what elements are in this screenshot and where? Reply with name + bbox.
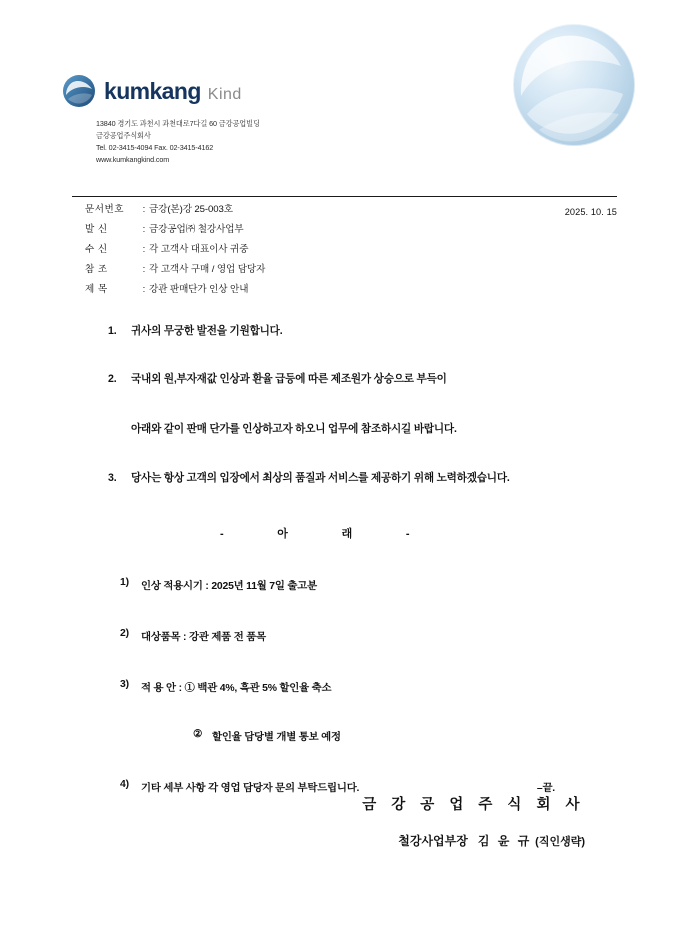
sub-item-text: 대상품목 : 강관 제품 전 품목 xyxy=(141,631,266,643)
end-marker: –끝. xyxy=(536,782,555,794)
sub-item-text: 적 용 안 : ① 백관 4%, 흑관 5% 할인율 축소 xyxy=(141,682,332,694)
sub-item xyxy=(0,679,673,694)
kumkang-globe-logo-icon xyxy=(62,74,96,108)
arae-heading xyxy=(0,525,673,541)
globe-watermark-icon xyxy=(511,22,637,148)
header-divider xyxy=(72,196,617,197)
address-line-2: 금강공업주식회사 xyxy=(96,130,151,140)
meta-value: 강관 판매단가 인상 안내 xyxy=(149,284,249,295)
meta-value: 금강(본)강 25-003호 xyxy=(149,204,233,215)
sub-item-text: 기타 세부 사항 각 영업 담당자 문의 부탁드립니다. xyxy=(141,782,360,794)
meta-separator: : xyxy=(142,204,146,215)
sub-item-number: 2) xyxy=(120,627,129,639)
sub-item-text: 할인율 담당별 개별 통보 예정 xyxy=(212,731,341,743)
signature-person xyxy=(398,832,585,849)
body-item xyxy=(0,326,673,337)
meta-row xyxy=(85,225,265,245)
sub-item-number: 4) xyxy=(120,778,129,790)
body-item-text: 국내외 원,부자재값 인상과 환율 급등에 따른 제조원가 상승으로 부득이 xyxy=(131,372,447,385)
brand-name: kumkang xyxy=(104,77,201,104)
address-line-3: Tel. 02-3415-4094 Fax. 02-3415-4162 xyxy=(96,142,214,152)
body-item-number: 2. xyxy=(108,372,117,385)
meta-value: 각 고객사 대표이사 귀중 xyxy=(149,244,249,255)
arae-char-1: 아 xyxy=(277,527,289,540)
meta-value: 각 고객사 구매 / 영업 담당자 xyxy=(149,264,266,275)
company-logo xyxy=(62,74,242,108)
meta-row xyxy=(85,245,265,265)
sub-item-number: 1) xyxy=(120,576,129,588)
signature-title: 철강사업부장 xyxy=(398,834,468,848)
brand-subname: Kind xyxy=(207,85,242,103)
meta-label: 수 신 xyxy=(85,244,108,255)
body-item-number: 1. xyxy=(108,325,117,337)
arae-char-2: 래 xyxy=(341,527,353,540)
meta-label: 참 조 xyxy=(85,264,108,275)
sub-item-number: 3) xyxy=(120,678,129,690)
meta-row xyxy=(85,265,265,285)
document-meta xyxy=(85,205,265,305)
body-item-continuation: 아래와 같이 판매 단가를 인상하고자 하오니 업무에 참조하시길 바랍니다. xyxy=(131,423,457,436)
arae-dash-right: - xyxy=(405,527,410,540)
body-item-text: 당사는 항상 고객의 입장에서 최상의 품질과 서비스를 제공하기 위해 노력하겠습니다. xyxy=(131,472,510,485)
address-line-4: www.kumkangkind.com xyxy=(96,154,170,164)
sub-item xyxy=(0,779,673,794)
address-line-1: 13840 경기도 과천시 과천대로7다길 60 금강공업빌딩 xyxy=(96,119,260,128)
body-item-text: 귀사의 무궁한 발전을 기원합니다. xyxy=(131,325,283,337)
signature-name: 김 윤 규 xyxy=(477,834,532,848)
sub-item-text: 인상 적용시기 : 2025년 11월 7일 출고분 xyxy=(141,580,317,592)
meta-label: 제 목 xyxy=(85,284,108,295)
meta-row xyxy=(85,285,265,305)
meta-value: 금강공업㈜ 철강사업부 xyxy=(149,224,244,235)
sub-item xyxy=(0,628,673,643)
meta-row xyxy=(85,205,265,225)
meta-separator: : xyxy=(142,244,146,255)
meta-separator: : xyxy=(142,284,146,295)
sub-item xyxy=(0,577,673,592)
document-body xyxy=(0,326,673,794)
company-address-block xyxy=(96,118,260,166)
sub-item-secondary xyxy=(0,728,673,743)
body-item-number: 3. xyxy=(108,472,117,485)
seal-note: (직인생략) xyxy=(535,836,585,848)
meta-separator: : xyxy=(142,264,146,275)
meta-label: 문서번호 xyxy=(85,204,125,215)
document-date: 2025. 10. 15 xyxy=(564,207,617,217)
body-item xyxy=(0,473,673,484)
sub-item-number: ② xyxy=(193,728,203,740)
arae-dash-left: - xyxy=(220,527,225,540)
meta-separator: : xyxy=(142,224,146,235)
document-header xyxy=(0,0,673,185)
signature-company: 금 강 공 업 주 식 회 사 xyxy=(362,797,585,813)
body-item xyxy=(0,374,673,385)
meta-label: 발 신 xyxy=(85,224,108,235)
